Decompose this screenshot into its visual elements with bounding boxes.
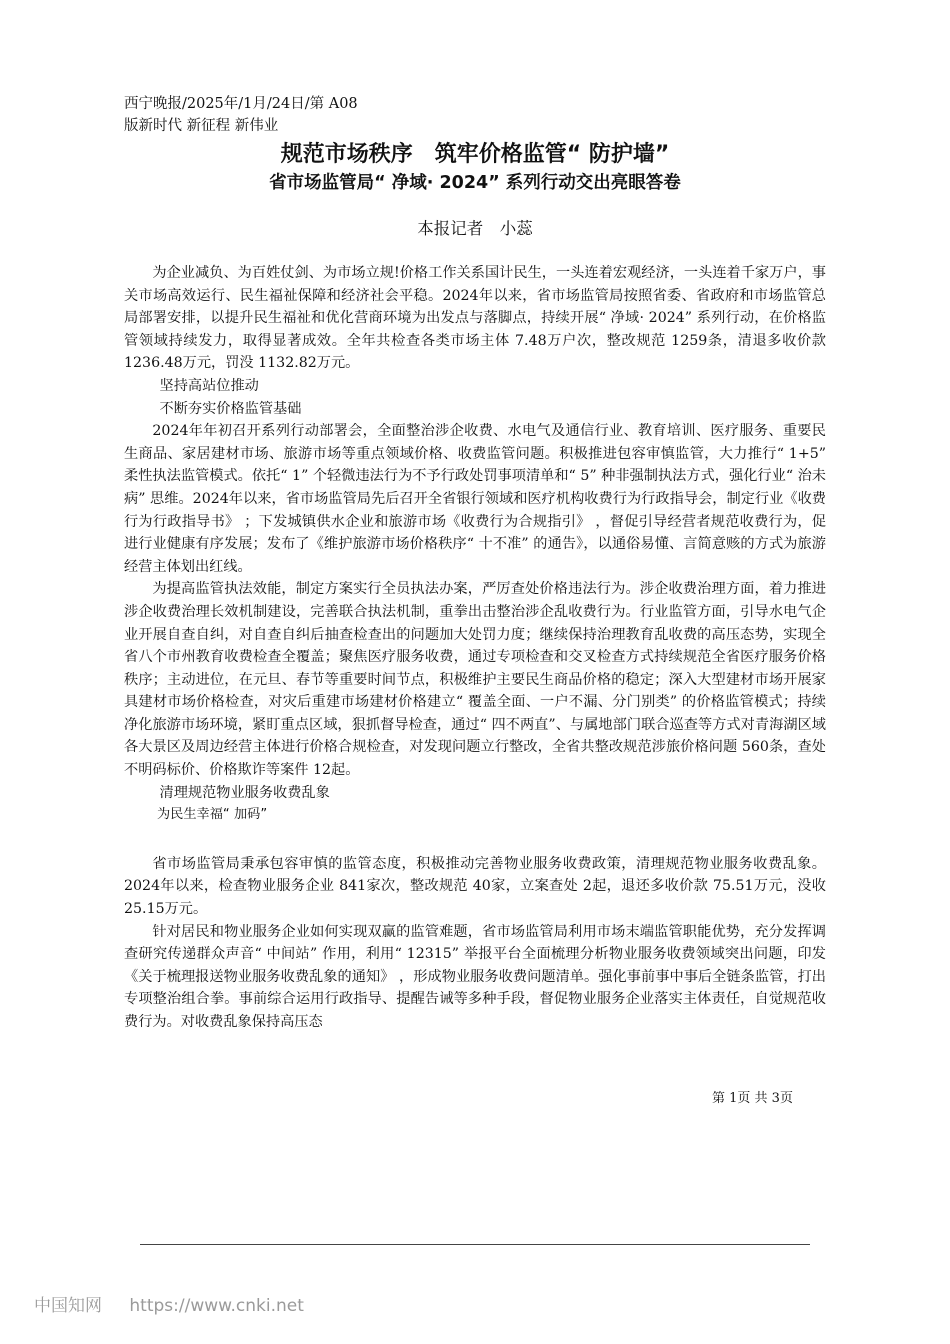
section-subheading: 为民生幸福“ 加码” xyxy=(157,807,268,823)
page-number: 第 1页 共 3页 xyxy=(712,1091,793,1106)
body-paragraph: 省市场监管局秉承包容审慎的监管态度，积极推动完善物业服务收费政策，清理规范物业服务收费乱象。2024年以来，检查物业服务企业 841家次，整改规范 40家，立案查处 2起，退还多收价款 75.51万元，没收 25.15万元。 xyxy=(124,855,826,918)
body-paragraph: 针对居民和物业服务企业如何实现双赢的监管难题，省市场监管局利用市场末端监管职能优势，充分发挥调查研究传递群众声音“ 中间站” 作用，利用“ 12315” 举报平台全面梳理分析物业服务收费领域突出问题，印发《关于梳理报送物业服务收费乱象的通知》 ，形成物业服务收费问题清单。强化事前事中事后全链条监管，打出专项整治组合拳。事前综合运用行政指导、提醒告诫等多种手段，督促物业服务企业落实主体责任，自觉规范收费行为。对收费乱象保持高压态 xyxy=(124,923,826,1030)
section-heading: 坚持高站位推动 xyxy=(159,377,259,394)
byline: 本报记者 小蕊 xyxy=(417,219,533,238)
body-paragraph: 为提高监管执法效能，制定方案实行全员执法办案，严厉查处价格违法行为。涉企收费治理方面，着力推进涉企收费治理长效机制建设，完善联合执法机制，重拳出击整治涉企乱收费行为。行业监管方面，引导水电气企业开展自查自纠，对自查自纠后抽查检查出的问题加大处罚力度；继续保持治理教育乱收费的高压态势，实现全省八个市州教育收费检查全覆盖；聚焦医疗服务收费，通过专项检查和交叉检查方式持续规范全省医疗服务价格秩序；主动进位，在元旦、春节等重要时间节点，积极维护主要民生商品价格的稳定；深入大型建材市场开展家具建材市场价格检查，对灾后重建市场建材价格建立“ 覆盖全面、一户不漏、分门别类” 的价格监管模式；持续净化旅游市场环境，紧盯重点区域，狠抓督导检查，通过“ 四不两直”、与属地部门联合巡查等方式对青海湖区域各大景区及周边经营主体进行价格合规检查，对发现问题立行整改，全省共整改规范涉旅价格问题 560条，查处不明码标价、价格欺诈等案件 12起。 xyxy=(124,581,826,779)
watermark-name: 中国知网 xyxy=(34,1296,102,1316)
body-paragraph: 2024年年初召开系列行动部署会，全面整治涉企收费、水电气及通信行业、教育培训、医疗服务、重要民生商品、家居建材市场、旅游市场等重点领域价格、收费监管问题。积极推进包容审慎监管，大力推行“ 1+5” 柔性执法监管模式。依托“ 1” 个轻微违法行为不予行政处罚事项清单和“ 5” 种非强制执法方式，强化行业“ 治未病” 思维。2024年以来，省市场监管局先后召开全省银行领域和医疗机构收费行为行政指导会，制定行业《收费行为行政指导书》 ；下发城镇供水企业和旅游市场《收费行为合规指引》 ，督促引导经营者规范收费行为，促进行业健康有序发展；发布了《维护旅游市场价格秩序“ 十不准” 的通告》，以通俗易懂、言简意赅的方式为旅游经营主体划出红线。 xyxy=(124,423,826,575)
section-subheading: 不断夯实价格监管基础 xyxy=(159,400,302,417)
article-body xyxy=(124,262,826,1034)
footer-divider xyxy=(140,1244,810,1245)
body-paragraph: 为企业减负、为百姓仗剑、为市场立规!价格工作关系国计民生，一头连着宏观经济，一头连着千家万户，事关市场高效运行、民生福祉保障和经济社会平稳。2024年以来，省市场监管局按照省委、省政府和市场监管总局部署安排，以提升民生福祉和优化营商环境为出发点与落脚点，持续开展“ 净域· 2024” 系列行动，在价格监管领域持续发力，取得显著成效。全年共检查各类市场主体 7.48万户次，整改规范 1259条，清退多收价款 1236.48万元，罚没 1132.82万元。 xyxy=(124,265,826,372)
paragraph-gap xyxy=(124,827,826,853)
watermark xyxy=(34,1294,304,1318)
column-name: 版新时代 新征程 新伟业 xyxy=(124,118,279,134)
article-subtitle: 省市场监管局“ 净域· 2024” 系列行动交出亮眼答卷 xyxy=(269,173,681,193)
watermark-url: https://www.cnki.net xyxy=(129,1296,304,1316)
article-title: 规范市场秩序 筑牢价格监管“ 防护墙” xyxy=(280,142,670,167)
section-heading: 清理规范物业服务收费乱象 xyxy=(159,784,330,801)
source-line: 西宁晚报/2025年/1月/24日/第 A08 xyxy=(124,96,358,112)
